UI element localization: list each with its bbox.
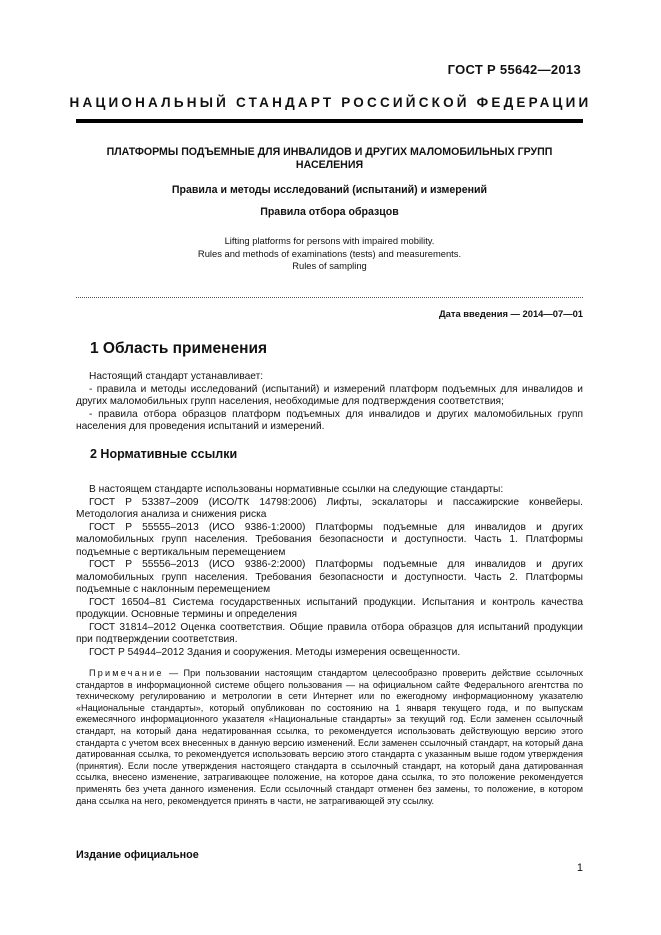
paragraph: В настоящем стандарте использованы нормативные ссылки на следующие стандарты:: [89, 484, 504, 495]
note-text: — При пользовании настоящим стандартом целесообразно проверить действие ссылочных стандартов в информационной системе общего пользования — на официальном сайте Федерального агентства по техническому регулированию и метрологии в сети Интернет или по ежегодному информационному указателю «Национальные стандарты», который опубликован по состоянию на 1 января текущего года, и по выпускам ежемесячного информационного указателя «Национальные стандарты» за текущий год. Если заменен ссылочный стандарт, на который дана недатированная ссылка, то рекомендуется использовать действующую версию этого стандарта с учетом всех внесенных в данную версию изменений. Если заменен ссылочный стандарт, на который дана датированная ссылка, то рекомендуется использовать версию этого стандарта с указанным выше годом утверждения (принятия). Если после утверждения настоящего стандарта в ссылочный стандарт, на который дана датированная ссылка, внесено изменение, затрагивающее положение, на которое дана ссылка, то это положение рекомендуется применять без учета данного изменения. Если ссылочный стандарт отменен без замены, то положение, в котором дана ссылка на него, рекомендуется принять в части, не затрагивающей эту ссылку.: [76, 668, 583, 806]
document-title: ПЛАТФОРМЫ ПОДЪЕМНЫЕ ДЛЯ ИНВАЛИДОВ И ДРУГИХ МАЛОМОБИЛЬНЫХ ГРУПП НАСЕЛЕНИЯ: [106, 146, 553, 171]
paragraph: Настоящий стандарт устанавливает:: [89, 371, 264, 382]
document-subtitle-1: Правила и методы исследований (испытаний) и измерений: [171, 184, 488, 196]
paragraph: - правила отбора образцов платформ подъемных для инвалидов и других маломобильных групп населения для проведения испытаний и измерений.: [76, 408, 583, 432]
english-title-line: Rules of sampling: [292, 260, 367, 271]
english-title-line: Rules and methods of examinations (tests) and measurements.: [197, 247, 462, 259]
note: [76, 668, 583, 807]
reference-item: ГОСТ 16504–81 Система государственных испытаний продукции. Испытания и контроль качества продукции. Основные термины и определения: [76, 596, 583, 620]
english-title: [76, 235, 583, 273]
note-label: Примечание: [89, 668, 164, 678]
section-2-body: [76, 484, 583, 659]
section-2-heading: 2 Нормативные ссылки: [90, 447, 238, 461]
english-title-line: Lifting platforms for persons with impaired mobility.: [224, 235, 435, 246]
reference-item: ГОСТ 31814–2012 Оценка соответствия. Общие правила отбора образцов для испытаний продукции при подтверждении соответствия.: [76, 621, 583, 645]
header-divider: [76, 119, 583, 123]
section-1-body: [76, 371, 583, 434]
reference-item: ГОСТ Р 53387–2009 (ИСО/ТК 14798:2006) Лифты, эскалаторы и пассажирские конвейеры. Методология анализа и снижения риска: [76, 496, 583, 520]
title-divider: [76, 297, 583, 298]
section-1-heading: 1 Область применения: [90, 340, 268, 357]
national-standard-heading: НАЦИОНАЛЬНЫЙ СТАНДАРТ РОССИЙСКОЙ ФЕДЕРАЦИИ: [69, 95, 592, 110]
gost-code: ГОСТ Р 55642—2013: [447, 62, 581, 77]
reference-item: ГОСТ Р 55556–2013 (ИСО 9386-2:2000) Платформы подъемные для инвалидов и других маломобильных групп населения. Требования безопасности и доступности. Часть 2. Платформы подъемные с наклонным перемещением: [76, 559, 583, 595]
introduction-date: Дата введения — 2014—07—01: [438, 308, 583, 319]
official-edition: Издание официальное: [76, 849, 199, 861]
reference-item: ГОСТ Р 55555–2013 (ИСО 9386-1:2000) Платформы подъемные для инвалидов и других маломобильных групп населения. Требования безопасности и доступности. Часть 1. Платформы подъемные с вертикальным перемещением: [76, 521, 583, 558]
document-subtitle-2: Правила отбора образцов: [260, 206, 399, 218]
paragraph: - правила и методы исследований (испытаний) и измерений платформ подъемных для инвалидов и других маломобильных групп населения, необходимые для подтверждения соответствия;: [76, 383, 583, 407]
page-number: 1: [576, 862, 583, 874]
reference-item: ГОСТ Р 54944–2012 Здания и сооружения. Методы измерения освещенности.: [89, 646, 461, 658]
